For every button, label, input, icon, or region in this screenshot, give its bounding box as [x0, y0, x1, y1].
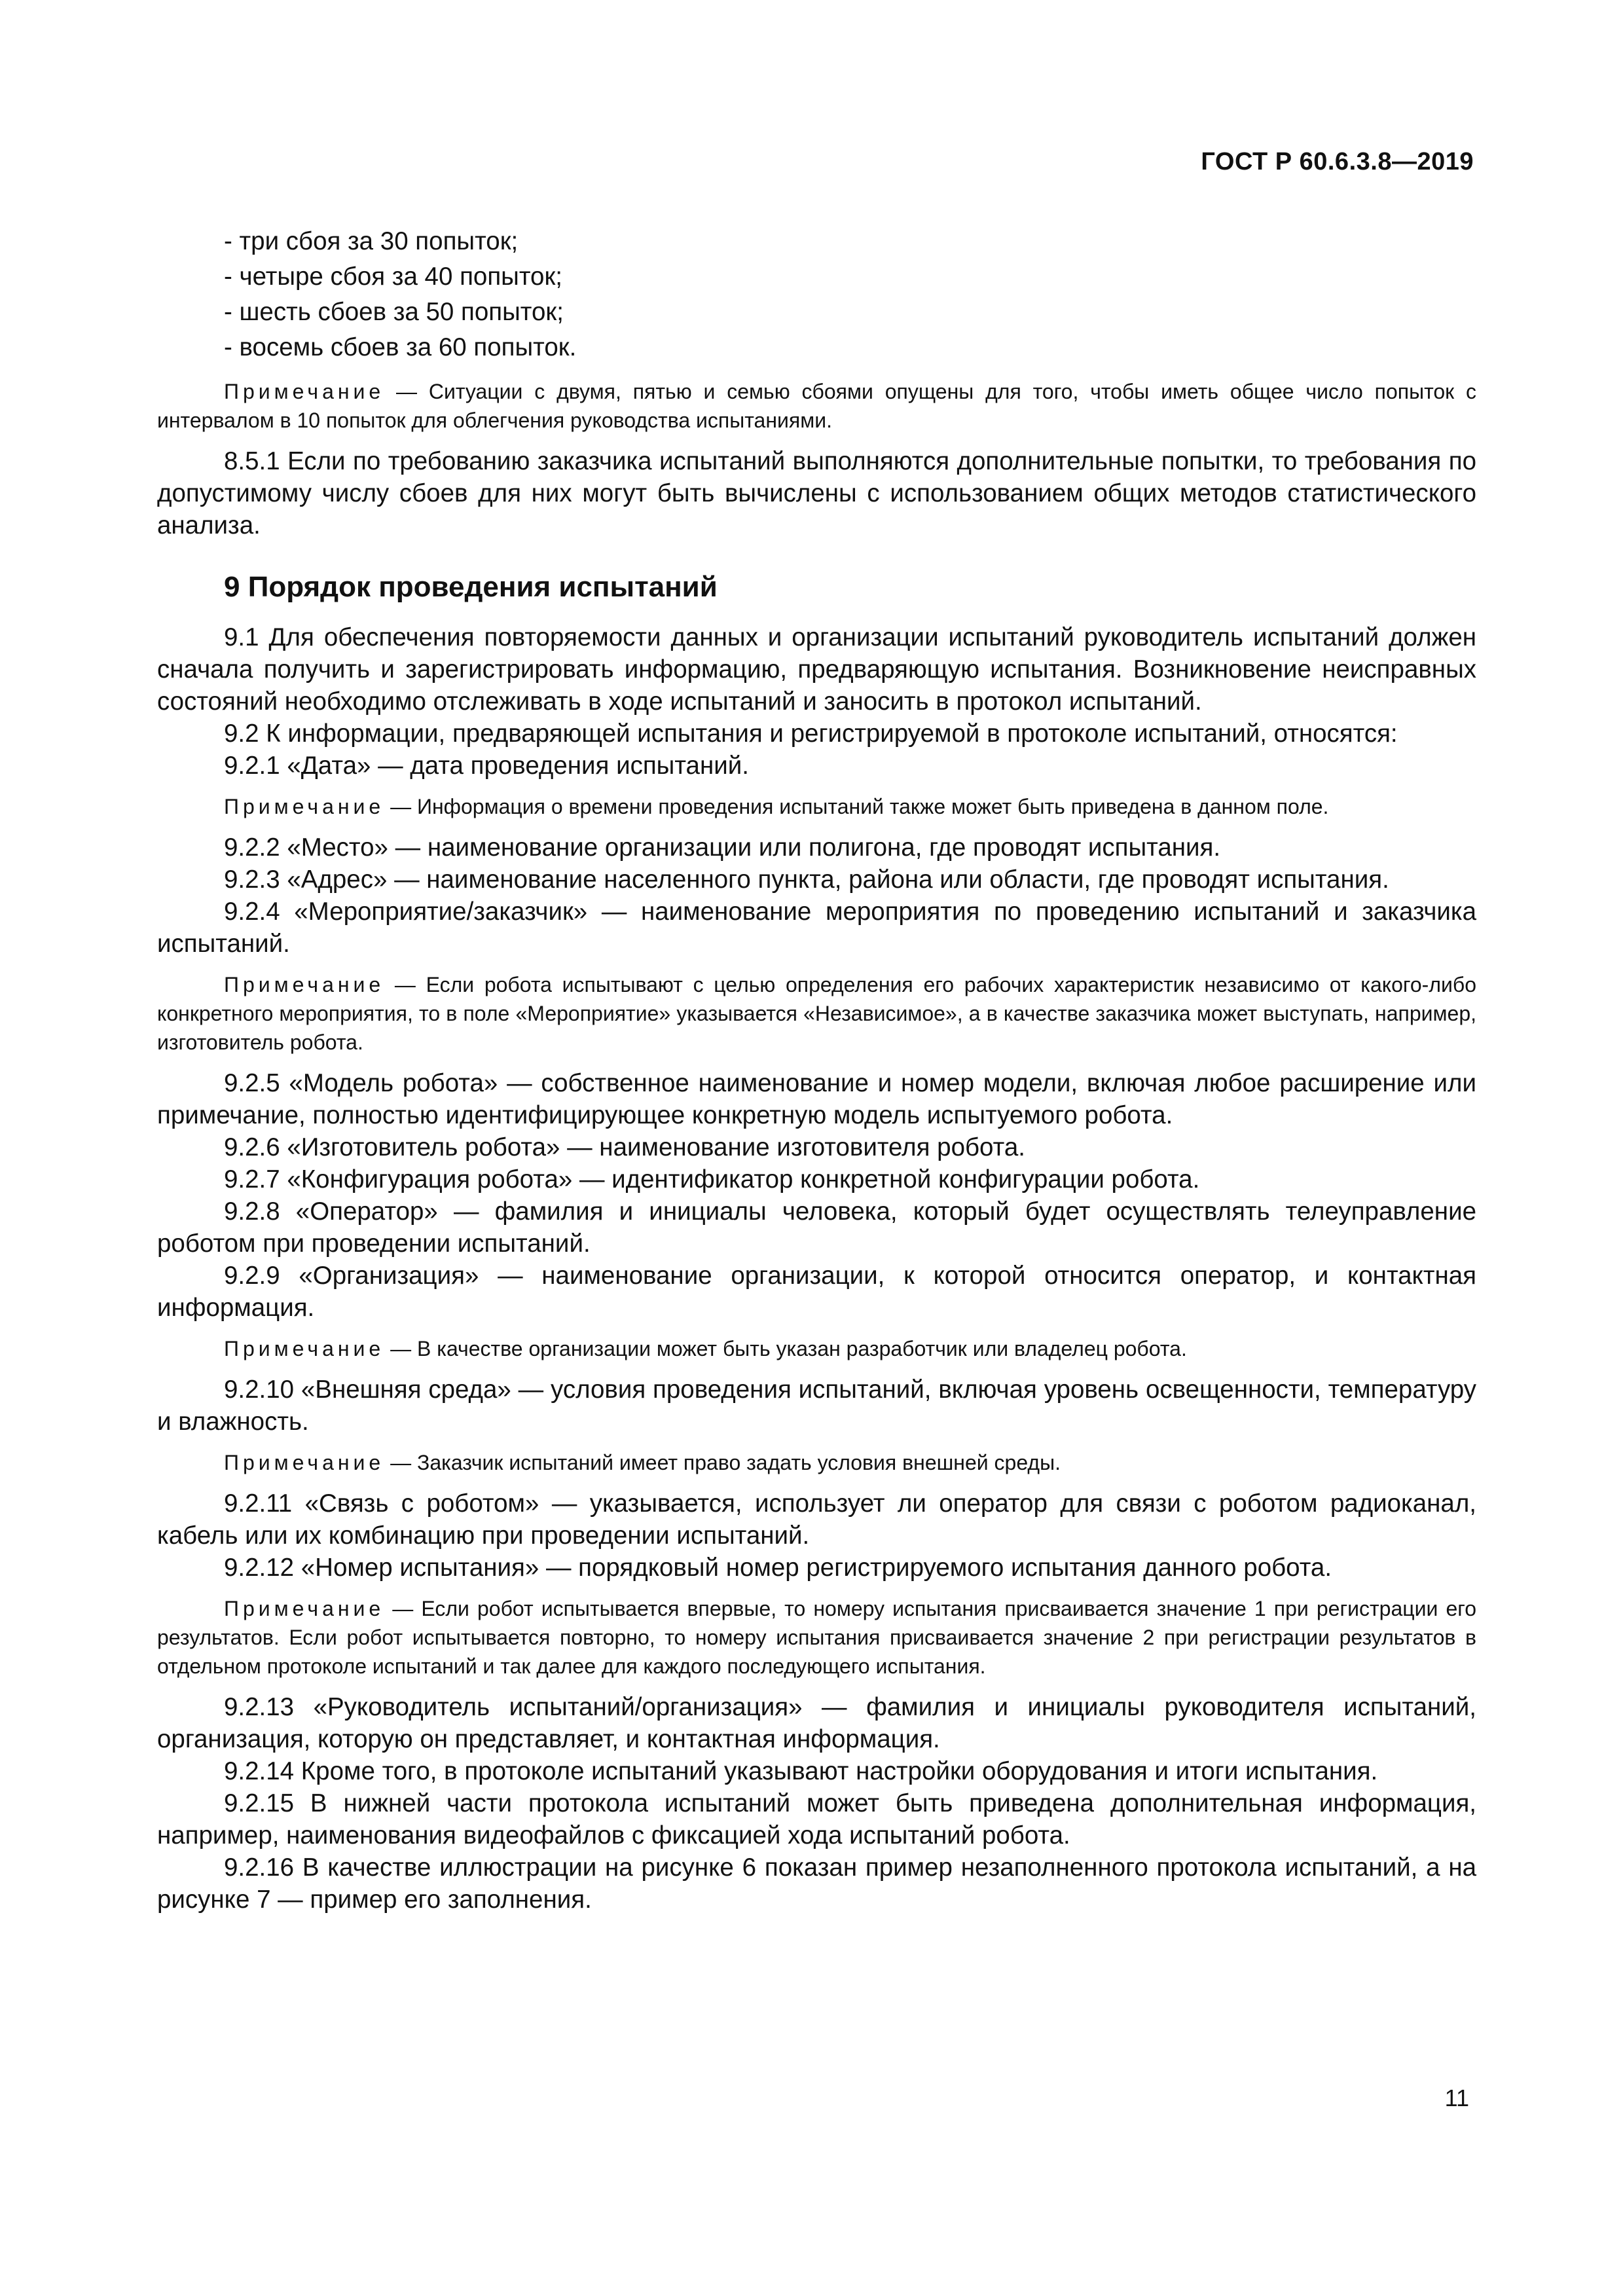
note: [157, 1448, 1476, 1477]
paragraph-9-2-15: 9.2.15 В нижней части протокола испытаний может быть приведена дополнительная информация, например, наименования видеофайлов с фиксацией хода испытаний робота.: [157, 1789, 1476, 1850]
note-label: Примечание: [224, 973, 385, 996]
note: [157, 792, 1476, 821]
paragraph-9-2-11: 9.2.11 «Связь с роботом» — указывается, использует ли оператор для связи с роботом радиоканал, кабель или их комбинацию при проведении испытаний.: [157, 1489, 1476, 1550]
note: [157, 377, 1476, 435]
list-item: - восемь сбоев за 60 попыток.: [224, 333, 577, 361]
paragraph-9-2-8: 9.2.8 «Оператор» — фамилия и инициалы человека, который будет осуществлять телеуправление роботом при проведении испытаний.: [157, 1197, 1476, 1258]
paragraph-8-5-1: 8.5.1 Если по требованию заказчика испытаний выполняются дополнительные попытки, то требования по допустимому числу сбоев для них могут быть вычислены с использованием общих методов статистического анализа.: [157, 447, 1476, 539]
note-text: — Информация о времени проведения испытаний также может быть приведена в данном поле.: [384, 795, 1329, 818]
paragraph-9-1: 9.1 Для обеспечения повторяемости данных и организации испытаний руководитель испытаний должен сначала получить и зарегистрировать информацию, предваряющую испытания. Возникновение неисправных состояний необходимо отслеживать в ходе испытаний и заносить в протокол испытаний.: [157, 623, 1476, 716]
document-code: ГОСТ Р 60.6.3.8—2019: [1201, 148, 1474, 175]
paragraph-9-2-16: 9.2.16 В качестве иллюстрации на рисунке 6 показан пример незаполненного протокола испытаний, а на рисунке 7 — пример его заполнения.: [157, 1853, 1476, 1914]
note-label: Примечание: [224, 380, 385, 403]
list-item: - шесть сбоев за 50 попыток;: [224, 298, 564, 326]
section-heading: 9 Порядок проведения испытаний: [224, 571, 718, 603]
paragraph-9-2-7: 9.2.7 «Конфигурация робота» — идентификатор конкретной конфигурации робота.: [224, 1165, 1200, 1194]
failure-limits-list: [157, 224, 1476, 365]
note-text: — Если робота испытывают с целью определения его рабочих характеристик независимо от какого-либо конкретного мероприятия, то в поле «Мероприятие» указывается «Независимое», а в качестве заказчика может выступать, например, изготовитель робота.: [157, 973, 1476, 1054]
paragraph-9-2-4: 9.2.4 «Мероприятие/заказчик» — наименование мероприятия по проведению испытаний и заказчика испытаний.: [157, 898, 1476, 958]
note-label: Примечание: [224, 1337, 385, 1360]
paragraph-9-2: 9.2 К информации, предваряющей испытания и регистрируемой в протоколе испытаний, относятся:: [224, 720, 1398, 748]
paragraph-9-2-5: 9.2.5 «Модель робота» — собственное наименование и номер модели, включая любое расширение или примечание, полностью идентифицирующее конкретную модель испытуемого робота.: [157, 1069, 1476, 1129]
paragraph-9-2-14: 9.2.14 Кроме того, в протоколе испытаний указывают настройки оборудования и итоги испытания.: [224, 1757, 1378, 1785]
list-item: - три сбоя за 30 попыток;: [224, 227, 519, 255]
note-text: — Заказчик испытаний имеет право задать условия внешней среды.: [384, 1451, 1061, 1474]
paragraph-9-2-1: 9.2.1 «Дата» — дата проведения испытаний.: [224, 752, 749, 780]
note: [157, 1334, 1476, 1363]
note-label: Примечание: [224, 795, 385, 818]
note-text: — В качестве организации может быть указан разработчик или владелец робота.: [384, 1337, 1187, 1360]
note: [157, 970, 1476, 1057]
paragraph-9-2-13: 9.2.13 «Руководитель испытаний/организация» — фамилия и инициалы руководителя испытаний, организация, которую он представляет, и контактная информация.: [157, 1693, 1476, 1753]
list-item: - четыре сбоя за 40 попыток;: [224, 263, 563, 291]
note-label: Примечание: [224, 1597, 385, 1620]
note-text: — Если робот испытывается впервые, то номеру испытания присваивается значение 1 при регистрации его результатов. Если робот испытывается повторно, то номеру испытания присваивается значение 2 при регистрации результатов в отдельном протоколе испытаний и так далее для каждого последующего испытания.: [157, 1597, 1476, 1678]
page-content: [157, 224, 1476, 1916]
paragraph-9-2-6: 9.2.6 «Изготовитель робота» — наименование изготовителя робота.: [224, 1133, 1025, 1161]
paragraph-9-2-2: 9.2.2 «Место» — наименование организации или полигона, где проводят испытания.: [224, 833, 1221, 862]
page-number: 11: [1444, 2085, 1469, 2111]
note-text: — Ситуации с двумя, пятью и семью сбоями опущены для того, чтобы иметь общее число попыток с интервалом в 10 попыток для облегчения руководства испытаниями.: [157, 380, 1476, 432]
paragraph-9-2-12: 9.2.12 «Номер испытания» — порядковый номер регистрируемого испытания данного робота.: [224, 1554, 1332, 1582]
note: [157, 1594, 1476, 1681]
paragraph-9-2-9: 9.2.9 «Организация» — наименование организации, к которой относится оператор, и контактная информация.: [157, 1262, 1476, 1322]
paragraph-9-2-10: 9.2.10 «Внешняя среда» — условия проведения испытаний, включая уровень освещенности, температуру и влажность.: [157, 1376, 1476, 1436]
note-label: Примечание: [224, 1451, 385, 1474]
paragraph-9-2-3: 9.2.3 «Адрес» — наименование населенного пункта, района или области, где проводят испытания.: [224, 866, 1389, 894]
